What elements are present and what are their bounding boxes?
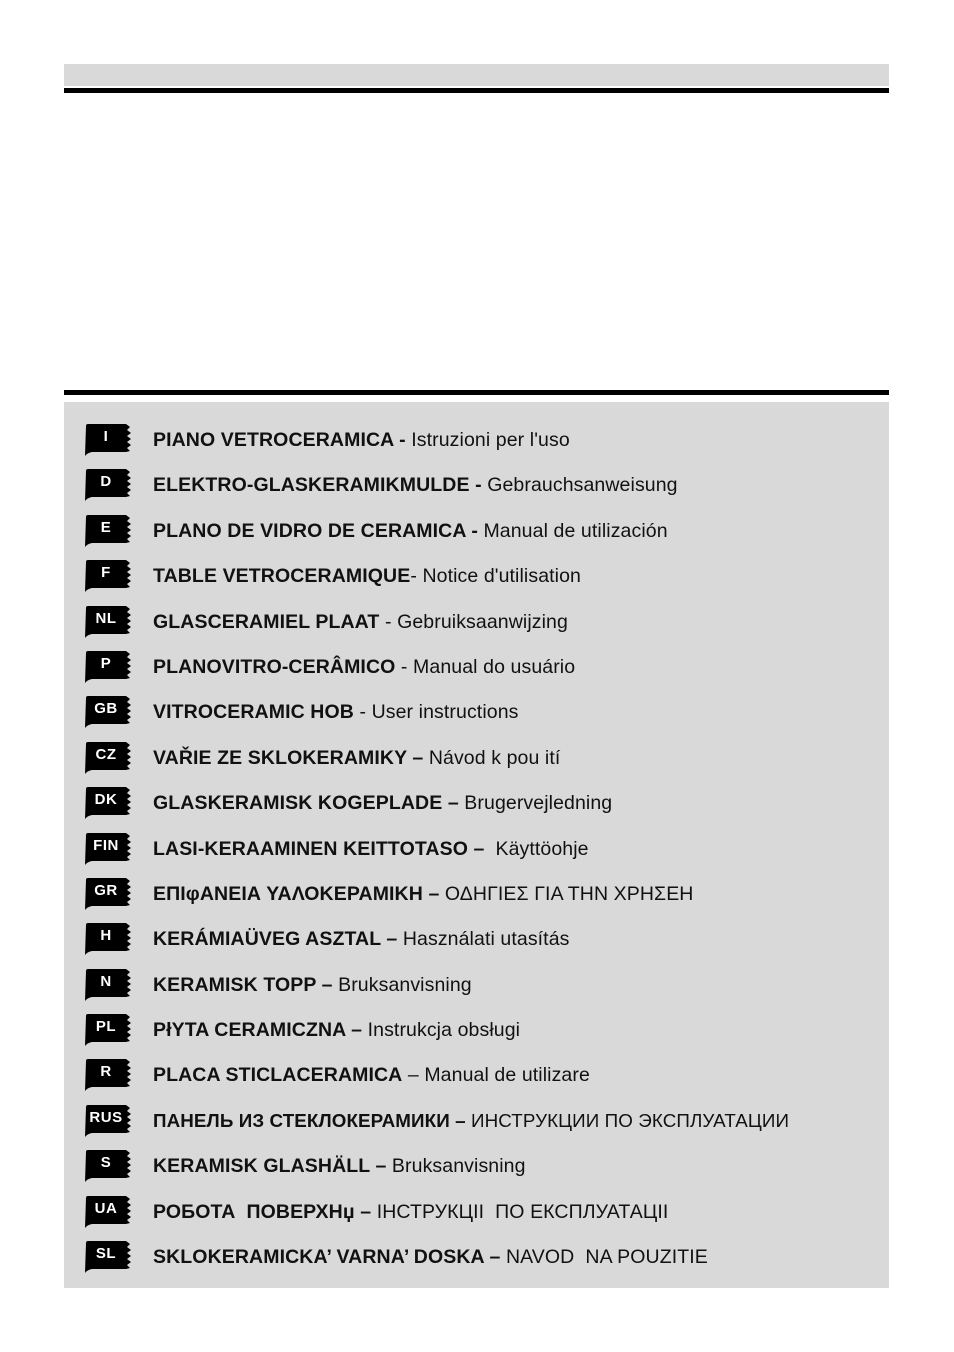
language-code: S <box>100 1154 112 1172</box>
language-code: CZ <box>95 745 117 763</box>
language-item <box>64 781 889 826</box>
language-tab <box>84 1150 132 1182</box>
header-band <box>64 64 889 86</box>
language-title: SKLOKERAMICKA’ VARNA’ DOSKA <box>153 1246 484 1269</box>
language-title: ПАНЕЛЬ ИЗ СТЕКЛОКЕРАМИКИ <box>153 1109 450 1131</box>
language-title: TABLE VETROCERAMIQUE <box>153 565 411 588</box>
language-item <box>64 1053 889 1098</box>
language-code: NL <box>95 609 117 627</box>
language-title: PLANO DE VIDRO DE CERAMICA <box>153 519 466 542</box>
language-title: KERAMISK GLASHÄLL <box>153 1155 370 1178</box>
language-code: GR <box>94 881 118 899</box>
language-entry <box>153 928 570 950</box>
language-subtitle: Bruksanvisning <box>391 1155 526 1178</box>
language-tab <box>84 742 132 774</box>
language-code: P <box>100 654 112 672</box>
language-tab <box>84 515 132 547</box>
language-separator: – <box>442 792 465 815</box>
language-subtitle: Instrukcja obsługi <box>367 1019 521 1042</box>
language-code: H <box>100 927 112 945</box>
language-title: ELEKTRO-GLASKERAMIKMULDE <box>153 474 470 497</box>
language-code: RUS <box>89 1108 123 1126</box>
language-item <box>64 1235 889 1280</box>
language-code: I <box>103 428 109 445</box>
language-entry <box>153 1155 526 1177</box>
language-subtitle: Manual de utilizare <box>424 1064 590 1087</box>
language-tab <box>84 1241 132 1273</box>
section-rule <box>64 390 889 395</box>
language-separator: – <box>380 928 403 951</box>
language-item <box>64 963 889 1008</box>
language-item <box>64 736 889 781</box>
language-item <box>64 1190 889 1235</box>
language-separator: – <box>483 1246 506 1269</box>
language-code: N <box>100 972 112 990</box>
language-subtitle: ІНСТРУКЦІІ ПО ЕКСПЛУАТАЦІІ <box>376 1200 669 1223</box>
language-subtitle: Brugervejledning <box>464 792 613 815</box>
language-tab <box>84 923 132 955</box>
language-entry <box>153 520 668 542</box>
language-entry <box>153 1201 668 1223</box>
language-title: GLASKERAMISK KOGEPLADE <box>153 792 443 815</box>
language-entry <box>153 565 581 587</box>
language-entry <box>153 1064 590 1086</box>
language-entry <box>153 974 472 996</box>
language-subtitle: Manual do usuário <box>413 655 576 678</box>
language-entry <box>153 1110 789 1132</box>
language-separator: – <box>354 1200 377 1223</box>
language-item <box>64 917 889 962</box>
language-subtitle: Bruksanvisning <box>338 973 472 996</box>
language-separator: – <box>345 1019 368 1042</box>
language-separator: - <box>395 655 414 678</box>
language-subtitle: Notice d'utilisation <box>422 565 581 588</box>
language-code: PL <box>95 1018 117 1036</box>
language-separator: – <box>467 837 496 860</box>
language-item <box>64 1008 889 1053</box>
language-tab <box>84 560 132 592</box>
language-code: GB <box>94 700 118 718</box>
language-subtitle: Manual de utilización <box>483 519 668 542</box>
language-panel <box>64 402 889 1288</box>
language-item <box>64 1144 889 1189</box>
language-entry <box>153 701 519 723</box>
language-item <box>64 554 889 599</box>
language-item <box>64 463 889 508</box>
language-title: GLASCERAMIEL PLAAT <box>153 610 380 633</box>
language-title: PIANO VETROCERAMICA <box>153 429 394 451</box>
language-subtitle: User instructions <box>371 701 519 724</box>
language-tab <box>84 1196 132 1228</box>
language-title: РОБОТА ПОВЕРХНџ <box>153 1200 355 1223</box>
language-tab <box>84 878 132 910</box>
language-tab <box>84 651 132 683</box>
language-separator: - <box>393 429 412 451</box>
language-entry <box>153 792 612 814</box>
language-tab <box>84 1105 132 1137</box>
language-title: PłYTA CERAMICZNA <box>153 1019 346 1042</box>
language-title: ΕΠΙφΑΝΕΙΑ ΥΑΛΟΚΕΡΑΜΙΚΗ <box>153 882 423 905</box>
language-subtitle: Használati utasítás <box>402 928 570 951</box>
language-separator: – <box>316 973 339 996</box>
language-subtitle: Käyttöohje <box>495 837 589 860</box>
language-code: FIN <box>93 836 119 854</box>
language-tab <box>84 469 132 501</box>
language-item <box>64 645 889 690</box>
language-item <box>64 509 889 554</box>
header-rule <box>64 88 889 93</box>
language-tab <box>84 1059 132 1091</box>
language-separator: - <box>379 610 398 633</box>
language-entry <box>153 747 560 769</box>
language-item <box>64 1099 889 1144</box>
language-subtitle: NAVOD NA POUZITIE <box>505 1246 708 1269</box>
language-item <box>64 690 889 735</box>
language-subtitle: Istruzioni per l'uso <box>411 429 570 451</box>
language-separator: - <box>469 474 488 497</box>
language-title: VAŘIE ZE SKLOKERAMIKY <box>153 746 407 769</box>
language-separator: - <box>353 701 372 724</box>
language-title: PLANOVITRO-CERÂMICO <box>153 655 396 678</box>
language-title: KERAMISK TOPP <box>153 973 317 996</box>
language-separator: - <box>465 519 484 542</box>
language-separator: – <box>402 1064 425 1087</box>
language-entry <box>153 611 568 633</box>
language-separator: – <box>406 746 429 769</box>
language-separator: – <box>449 1109 471 1131</box>
language-entry <box>153 429 570 451</box>
language-code: DK <box>94 791 118 809</box>
language-tab <box>84 696 132 728</box>
language-entry <box>153 656 575 678</box>
language-entry <box>153 1246 708 1268</box>
language-subtitle: Gebrauchsanweisung <box>487 474 678 497</box>
language-separator: - <box>410 565 423 588</box>
language-subtitle: ΟΔΗΓΙΕΣ ΓΙΑ ΤΗΝ ΧΡΗΣΕΗ <box>444 882 694 905</box>
language-code: F <box>101 564 111 582</box>
language-entry <box>153 838 589 860</box>
language-subtitle: Gebruiksaanwijzing <box>397 610 568 633</box>
language-tab <box>84 833 132 865</box>
language-separator: – <box>369 1155 392 1178</box>
language-code: R <box>100 1063 112 1081</box>
language-subtitle: ИНСТРУКЦИИ ПО ЭКСПЛУАТАЦИИ <box>471 1109 790 1131</box>
language-code: D <box>100 473 112 491</box>
language-title: KERÁMIAÜVEG ASZTAL <box>153 928 381 951</box>
language-title: VITROCERAMIC HOB <box>153 701 354 724</box>
language-item <box>64 827 889 872</box>
language-tab <box>84 969 132 1001</box>
language-tab <box>84 787 132 819</box>
language-item <box>64 418 889 463</box>
language-list <box>64 418 889 1280</box>
language-item <box>64 600 889 645</box>
language-tab <box>84 424 132 456</box>
language-entry <box>153 474 678 496</box>
language-entry <box>153 1019 520 1041</box>
language-code: UA <box>94 1199 118 1217</box>
language-code: SL <box>95 1245 117 1263</box>
language-entry <box>153 883 694 905</box>
language-subtitle: Návod k pou ití <box>428 746 561 769</box>
language-separator: – <box>422 882 445 905</box>
language-item <box>64 872 889 917</box>
language-title: PLACA STICLACERAMICA <box>153 1064 403 1087</box>
language-code: E <box>100 518 112 536</box>
language-tab <box>84 606 132 638</box>
language-title: LASI-KERAAMINEN KEITTOTASO <box>153 837 468 860</box>
language-tab <box>84 1014 132 1046</box>
